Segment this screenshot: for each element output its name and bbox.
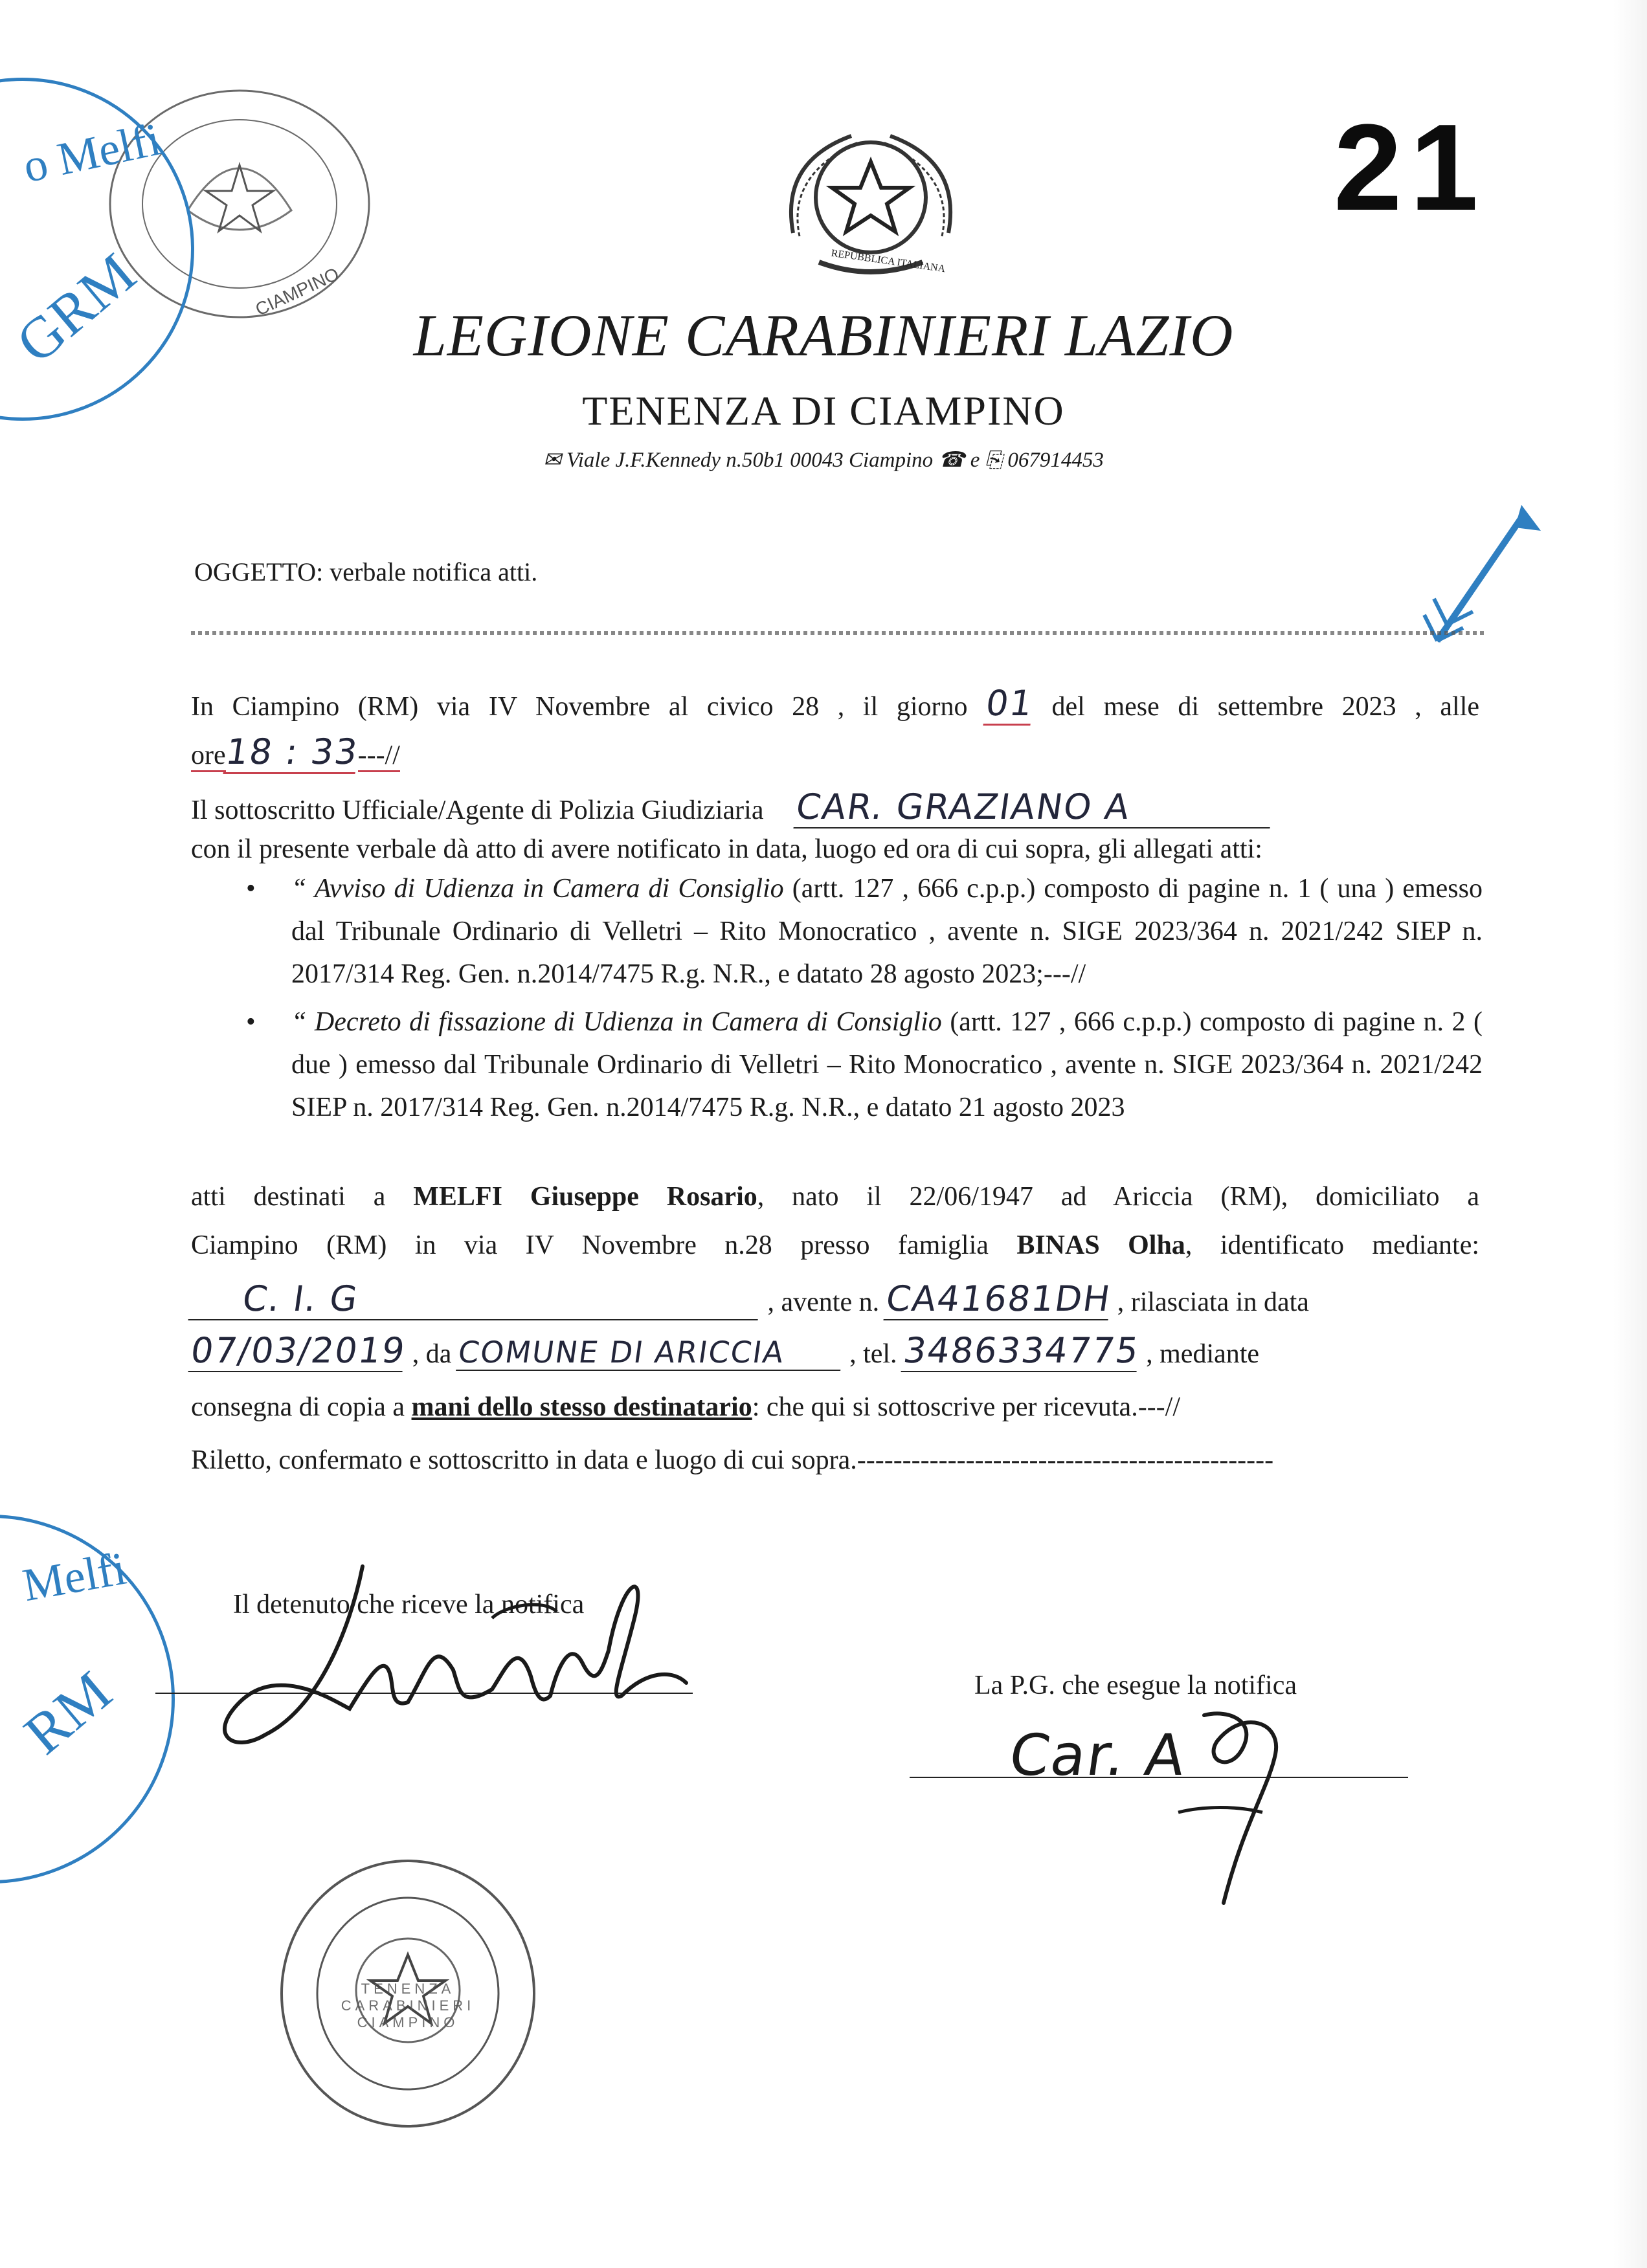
time-suffix: ---//	[358, 740, 400, 772]
italian-republic-emblem	[774, 123, 968, 285]
act-item-1	[246, 867, 1483, 995]
carabinieri-round-stamp	[272, 1851, 544, 2136]
handwritten-issuer: COMUNE DI ARICCIA	[456, 1335, 846, 1371]
delivery-line	[191, 1392, 1180, 1423]
address-line	[0, 447, 1647, 472]
recipient-text-2: Ciampino (RM) in via IV Novembre n.28 presso famiglia	[191, 1230, 989, 1260]
blue-arrow-mark	[1411, 492, 1554, 660]
round-stamp-top-text: CIAMPINO	[252, 263, 342, 320]
pg-signature-stroke	[1165, 1696, 1308, 1916]
handwritten-id-number: CA41681DH	[883, 1278, 1114, 1319]
address-text: Viale J.F.Kennedy n.50b1 00043 Ciampino	[566, 449, 934, 472]
act-item-1-text: (artt. 127 , 666 c.p.p.) composto di pagine n. 1 ( una ) emesso dal Tribunale Ordinario di Velletri – Rito Monocratico , avente n. SIGE 2023/364 n. 2021/242 SIEP n. 2017/314 Reg. Gen. n.2014/7475 R.g. N.R., e datato 28 agosto 2023;---//	[291, 874, 1483, 989]
phone-number: 067914453	[1007, 449, 1104, 472]
carabinieri-stamp-text: TENENZA CARABINIERI CIAMPINO	[341, 1981, 475, 2030]
handwritten-officer-name: CAR. GRAZIANO A	[793, 786, 1275, 828]
recipient-text-1: , nato il 22/06/1947 ad Ariccia (RM), domiciliato a	[757, 1182, 1480, 1212]
handwritten-time: 18 : 33	[223, 731, 361, 774]
attached-acts-list	[246, 867, 1483, 1129]
means-label: , mediante	[1146, 1339, 1260, 1369]
address-conjunction: e	[970, 449, 980, 472]
intro-text-1: In Ciampino (RM) via IV Novembre al civico 28 , il giorno	[191, 692, 968, 722]
recipient-prefix: atti destinati a	[191, 1182, 386, 1212]
emblem-ribbon-text: REPUBBLICA ITALIANA	[830, 247, 947, 275]
act-item-2-text: (artt. 127 , 666 c.p.p.) composto di pagine n. 2 ( due ) emesso dal Tribunale Ordinario di Velletri – Rito Monocratico , avente n. SIGE 2023/364 n. 2021/242 SIEP n. 2017/314 Reg. Gen. n.2014/7475 R.g. N.R., e datato 21 agosto 2023	[291, 1007, 1483, 1122]
closing-line: Riletto, confermato e sottoscritto in data e luogo di cui sopra.----------------------------------------------	[191, 1445, 1274, 1475]
recipient-family: BINAS Olha	[1016, 1230, 1185, 1260]
id-document-line-2	[188, 1330, 1479, 1372]
fax-icon: ⎘	[985, 449, 1003, 472]
recipient-name: MELFI Giuseppe Rosario	[413, 1182, 757, 1212]
id-number-label: , avente n.	[767, 1287, 880, 1317]
act-item-1-title: “ Avviso di Udienza in Camera di Consiglio	[291, 874, 784, 904]
pg-signature-label: La P.G. che esegue la notifica	[974, 1671, 1297, 1700]
delivery-suffix: : che qui si sottoscrive per ricevuta.---//	[752, 1392, 1180, 1422]
handwritten-tel: 3486334775	[901, 1330, 1143, 1371]
blue-stamp-bottom-text: Melfi	[19, 1542, 130, 1612]
subject-line: OGGETTO: verbale notifica atti.	[194, 557, 538, 586]
unit-title: TENENZA DI CIAMPINO	[582, 388, 1065, 434]
id-by-label: , da	[412, 1339, 452, 1369]
blue-stamp-top-inner: GRM	[5, 241, 148, 376]
recipient-text-3: , identificato mediante:	[1185, 1230, 1479, 1260]
envelope-icon: ✉	[543, 449, 561, 472]
ore-label: ore	[191, 740, 226, 772]
act-item-2	[246, 1001, 1483, 1129]
blue-stamp-bottom	[0, 1515, 175, 1884]
blue-stamp-top-text: o Melfi	[18, 113, 165, 193]
officer-line	[191, 786, 1479, 828]
pg-signature: Car. A	[1005, 1722, 1191, 1788]
separator-rule	[191, 631, 1486, 635]
phone-icon: ☎	[938, 449, 965, 472]
blue-stamp-bottom-inner: RM	[12, 1659, 124, 1767]
officer-label: Il sottoscritto Ufficiale/Agente di Polizia Giudiziaria	[191, 795, 764, 825]
officer-statement: con il presente verbale dà atto di avere notificato in data, luogo ed ora di cui sopra, gli allegati atti:	[191, 834, 1262, 864]
delivery-method: mani dello stesso destinatario	[411, 1392, 752, 1422]
tel-label: , tel.	[849, 1339, 897, 1369]
delivery-prefix: consegna di copia a	[191, 1392, 405, 1422]
id-document-line-1	[191, 1278, 1479, 1320]
id-issued-label: , rilasciata in data	[1117, 1287, 1309, 1317]
legion-title: LEGIONE CARABINIERI LAZIO	[413, 302, 1234, 368]
handwritten-day: 01	[983, 683, 1036, 726]
intro-line-1	[191, 683, 1479, 726]
act-item-2-title: “ Decreto di fissazione di Udienza in Camera di Consiglio	[291, 1007, 942, 1037]
intro-line-2	[191, 731, 400, 774]
handwritten-id-type: C. I. G	[188, 1278, 763, 1320]
page-number: 21	[1334, 99, 1486, 236]
detainee-signature-label: Il detenuto che riceve la notifica	[233, 1590, 585, 1619]
handwritten-id-date: 07/03/2019	[188, 1330, 409, 1371]
detainee-signature	[155, 1540, 738, 1773]
recipient-line-2	[191, 1230, 1479, 1261]
intro-text-2: del mese di settembre 2023 , alle	[1051, 692, 1480, 722]
recipient-line-1	[191, 1181, 1479, 1212]
